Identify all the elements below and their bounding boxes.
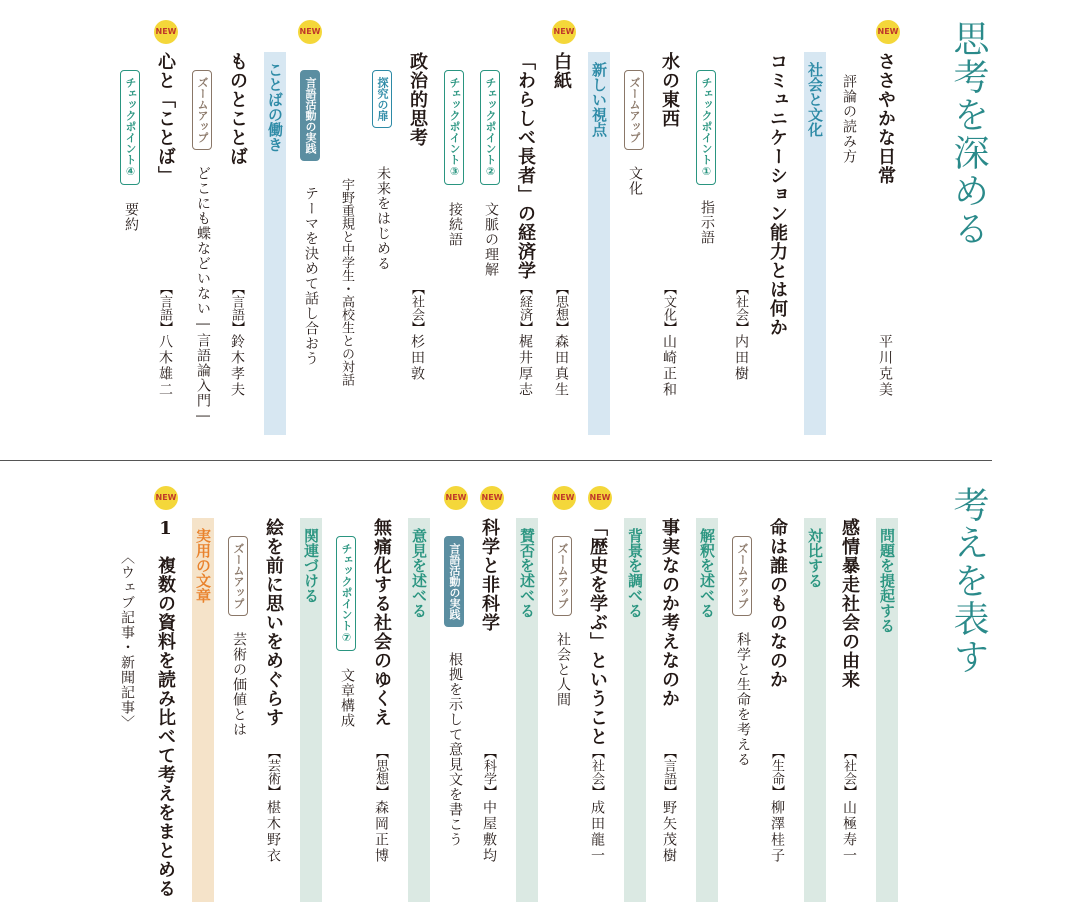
entry-title[interactable]: 事実なのか考えなのか xyxy=(659,518,680,708)
entry-subtitle: 要約 xyxy=(123,202,139,232)
section-title-kangae: 考えを表す xyxy=(948,486,989,676)
entry-title[interactable]: 科学と非科学 xyxy=(479,518,500,632)
entry-title[interactable]: 政治的思考 xyxy=(407,52,428,147)
section-band: 意見を述べる xyxy=(408,518,430,902)
entry-author: 中屋敷均 xyxy=(481,800,497,864)
new-badge: NEW xyxy=(298,20,322,44)
entry-author: 野矢茂樹 xyxy=(661,800,677,864)
zoomup-pill: ズームアップ xyxy=(732,536,752,616)
zoomup-pill: ズームアップ xyxy=(624,70,644,150)
entry-title[interactable]: ものとことば xyxy=(227,52,248,166)
section-band: 社会と文化 xyxy=(804,52,826,435)
entry-author: 平川克美 xyxy=(877,334,893,398)
gengo-pill: 言語活動の実践 xyxy=(300,70,320,161)
entry-title[interactable]: 水の東西 xyxy=(659,52,680,128)
entry-genre: 【言語】 xyxy=(157,282,172,334)
entry-title[interactable]: 「わらしべ長者」の経済学 xyxy=(515,52,536,280)
entry-title[interactable]: テーマを決めて話し合おう xyxy=(303,186,319,366)
entry-subtitle: 文章構成 xyxy=(339,668,355,728)
entry-genre: 【社会】 xyxy=(409,282,424,334)
entry-author: 杉田敦 xyxy=(409,334,425,382)
entry-genre: 【社会】 xyxy=(589,746,604,798)
zoomup-pill: ズームアップ xyxy=(192,70,212,150)
entry-genre: 【思想】 xyxy=(553,282,568,334)
section-band: 賛否を述べる xyxy=(516,518,538,902)
entry-title[interactable]: 命は誰のものなのか xyxy=(767,518,788,689)
entry-subtitle: 文化 xyxy=(627,166,643,196)
entry-title[interactable]: 絵を前に思いをめぐらす xyxy=(263,518,284,727)
entry-genre: 【経済】 xyxy=(517,282,532,334)
entry-author: 鈴木孝夫 xyxy=(229,334,245,398)
entry-author: 成田龍一 xyxy=(589,800,605,864)
new-badge: NEW xyxy=(876,20,900,44)
entry-author: 柳澤桂子 xyxy=(769,800,785,864)
entry-subtitle: 未来をはじめる xyxy=(375,166,391,271)
entry-subtitle: 芸術の価値とは xyxy=(231,632,247,737)
entry-title[interactable]: 心と「ことば」 xyxy=(155,52,176,185)
entry-author: 森田真生 xyxy=(553,334,569,398)
entry-genre: 【生命】 xyxy=(769,746,784,798)
section-band: 問題を提起する xyxy=(876,518,898,902)
entry-subtitle: 接続語 xyxy=(447,202,463,247)
entry-genre: 【思想】 xyxy=(373,746,388,798)
entry-title[interactable]: 感情暴走社会の由来 xyxy=(839,518,860,689)
section-band: 背景を調べる xyxy=(624,518,646,902)
entry-subtitle: 社会と人間 xyxy=(555,632,571,707)
entry-title[interactable]: コミュニケーション能力とは何か xyxy=(767,52,788,337)
checkpoint-pill: チェックポイント⑦ xyxy=(336,536,356,651)
entry-author: 内田樹 xyxy=(733,334,749,382)
entry-author: 椹木野衣 xyxy=(265,800,281,864)
entry-subtitle: どこにも蝶などいない―言語論入門― xyxy=(195,166,211,425)
section-band: 対比する xyxy=(804,518,826,902)
entry-subtitle: 指示語 xyxy=(699,200,715,245)
entry-genre: 【言語】 xyxy=(229,282,244,334)
entry-title[interactable]: 無痛化する社会のゆくえ xyxy=(371,518,392,727)
entry-author: 梶井厚志 xyxy=(517,334,533,398)
tansaku-pill: 探究の扉 xyxy=(372,70,392,128)
new-badge: NEW xyxy=(552,20,576,44)
new-badge: NEW xyxy=(154,486,178,510)
entry-subtitle: 宇野重規と中学生・高校生との対話 xyxy=(339,178,354,386)
entry-title[interactable]: 白紙 xyxy=(551,52,572,90)
entry-number: 1 xyxy=(155,518,176,540)
entry-genre: 【社会】 xyxy=(733,282,748,334)
entry-subtitle: 文脈の理解 xyxy=(483,202,499,277)
entry-genre: 【社会】 xyxy=(841,746,856,798)
entry-author: 八木雄二 xyxy=(157,334,173,398)
entry-subtitle: 科学と生命を考える xyxy=(735,632,751,767)
entry-genre: 【芸術】 xyxy=(265,746,280,798)
entry-author: 森岡正博 xyxy=(373,800,389,864)
entry-subtitle: 評論の読み方 xyxy=(841,74,857,164)
section-title-shikou: 思考を深める xyxy=(948,20,989,248)
section-band: 関連づける xyxy=(300,518,322,902)
entry-subtitle: 根拠を示して意見文を書こう xyxy=(447,652,463,847)
entry-title[interactable]: 複数の資料を読み比べて考えをまとめる xyxy=(155,556,176,898)
entry-genre: 【文化】 xyxy=(661,282,676,334)
checkpoint-pill: チェックポイント② xyxy=(480,70,500,185)
entry-subtitle: 〈ウェブ記事・新聞記事〉 xyxy=(119,550,135,730)
gengo-pill: 言語活動の実践 xyxy=(444,536,464,627)
checkpoint-pill: チェックポイント① xyxy=(696,70,716,185)
section-band: 新しい視点 xyxy=(588,52,610,435)
entry-author: 山極寿一 xyxy=(841,800,857,864)
zoomup-pill: ズームアップ xyxy=(228,536,248,616)
new-badge: NEW xyxy=(552,486,576,510)
section-band: ことばの働き xyxy=(264,52,286,435)
section-divider xyxy=(0,460,992,461)
zoomup-pill: ズームアップ xyxy=(552,536,572,616)
entry-title[interactable]: 「歴史を学ぶ」ということ xyxy=(587,518,608,746)
new-badge: NEW xyxy=(480,486,504,510)
checkpoint-pill: チェックポイント③ xyxy=(444,70,464,185)
checkpoint-pill: チェックポイント④ xyxy=(120,70,140,185)
new-badge: NEW xyxy=(154,20,178,44)
entry-title[interactable]: ささやかな日常 xyxy=(875,52,896,185)
new-badge: NEW xyxy=(444,486,468,510)
section-band: 解釈を述べる xyxy=(696,518,718,902)
entry-genre: 【言語】 xyxy=(661,746,676,798)
new-badge: NEW xyxy=(588,486,612,510)
entry-author: 山崎正和 xyxy=(661,334,677,398)
section-band: 実用の文章 xyxy=(192,518,214,902)
entry-genre: 【科学】 xyxy=(481,746,496,798)
